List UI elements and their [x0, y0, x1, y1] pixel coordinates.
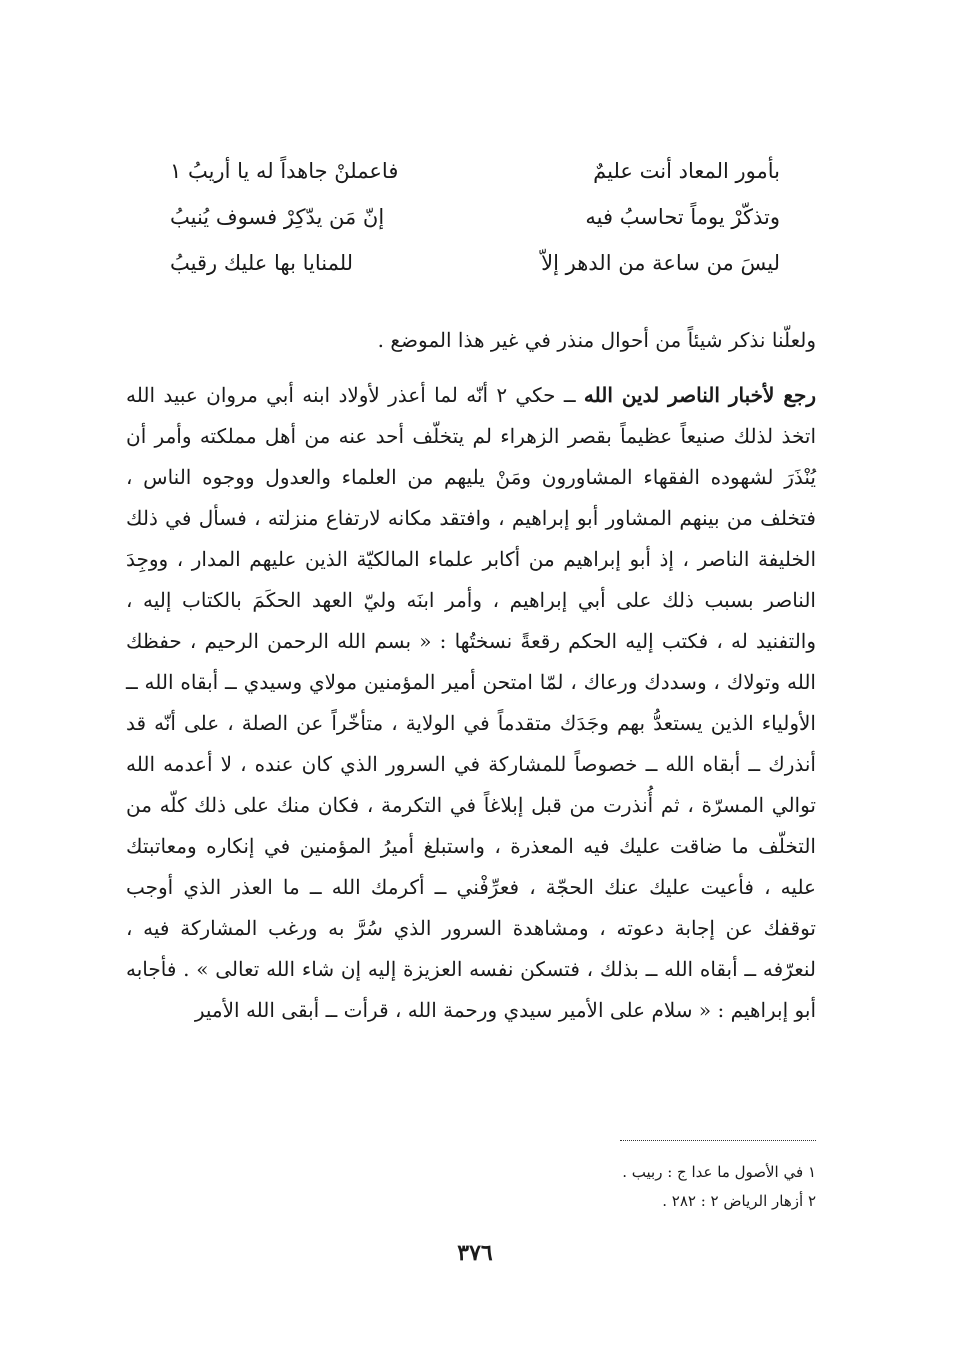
verse-line-3 — [170, 240, 780, 286]
verse-line-2 — [170, 194, 780, 240]
verse-hemistich-first: ليسَ من ساعة من الدهر إلاّ — [541, 251, 780, 275]
footnote-2: ٢ أزهار الرياض ٢ : ٢٨٢ . — [662, 1192, 816, 1210]
verse-hemistich-second: فاعملنْ جاهداً له يا أريبُ ١ — [170, 159, 399, 183]
paragraph-1: ولعلّنا نذكر شيئاً من أحوال منذر في غير هذا الموضع . — [377, 328, 816, 352]
verse-hemistich-first: وتذكّرْ يوماً تحاسبُ فيه — [585, 205, 780, 229]
verse-line-1 — [170, 148, 780, 194]
verse-hemistich-first: بأمور المعاد أنت عليمٌ — [593, 159, 780, 183]
verse-hemistich-second: للمنايا بها عليك رقيبُ — [170, 251, 354, 275]
poem-verses — [170, 148, 780, 286]
footnote-separator — [620, 1140, 816, 1141]
page-number: ٣٧٦ — [457, 1240, 493, 1266]
footnotes — [126, 1158, 816, 1216]
verse-hemistich-second: إنّ مَن يدّكِرْ فسوف يُنيبُ — [170, 205, 385, 229]
section-lead-heading: رجع لأخبار الناصر لدين الله — [583, 383, 817, 407]
paragraph-2 — [126, 375, 816, 1031]
footnote-1: ١ في الأصول ما عدا ج : ربيب . — [622, 1163, 816, 1181]
paragraph-2-body: ــ حكي ٢ أنّه لما أعذر لأولاد ابنه أبي مروان عبيد الله اتخذ لذلك صنيعاً عظيماً بقصر الزهراء لم يتخلّف أحد عنه من أهل مملكته وأمر أن يُنْذَرَ لشهوده الفقهاء المشاورون ومَنْ يليهم من العلماء والعدول ووجوه الناس ، فتخلف من بينهم المشاور أبو إبراهيم ، وافتقد مكانه لارتفاع منزلته ، فسأل في ذلك الخليفة الناصر ، إذ أبو إبراهيم من أكابر علماء المالكيّة الذين عليهم المدار ، ووجِدَ الناصر بسبب ذلك على أبي إبراهيم ، وأمر ابنَه وليّ العهد الحكَمَ بالكتاب إليه ، والتفنيد له ، فكتب إليه الحكم رقعةً نسختُها : « بسم الله الرحمن الرحيم ، حفظك الله وتولاك ، وسددك ورعاك ، لمّا امتحن أمير المؤمنين مولاي وسيدي ــ أبقاه الله ــ الأولياء الذين يستعدُّ بهم وجَدَك متقدماً في الولاية ، متأخّراً عن الصلة ، على أنّه قد أنذرك ــ أبقاه الله ــ خصوصاً للمشاركة في السرور الذي كان عنده ، لا أعدمه الله توالي المسرّة ، ثم أُنذرت من قبل إبلاغاً في التكرمة ، فكان منك على ذلك كلّه من التخلّف ما ضاقت عليك فيه المعذرة ، واستبلغ أميرُ المؤمنين في إنكاره ومعاتبتك عليه ، فأعيت عليك عنك الحجّة ، فعرِّفْني ــ أكرمك الله ــ ما العذر الذي أوجب توقفك عن إجابة دعوته ، ومشاهدة السرور الذي سُرَّ به ورغب المشاركة فيه ، لنعرّفه ــ أبقاه الله ــ بذلك ، فتسكن نفسه العزيزة إليه إن شاء الله تعالى » . فأجابه أبو إبراهيم : « سلام على الأمير سيدي ورحمة الله ، قرأت ــ أبقى الله الأمير — [126, 383, 816, 1022]
